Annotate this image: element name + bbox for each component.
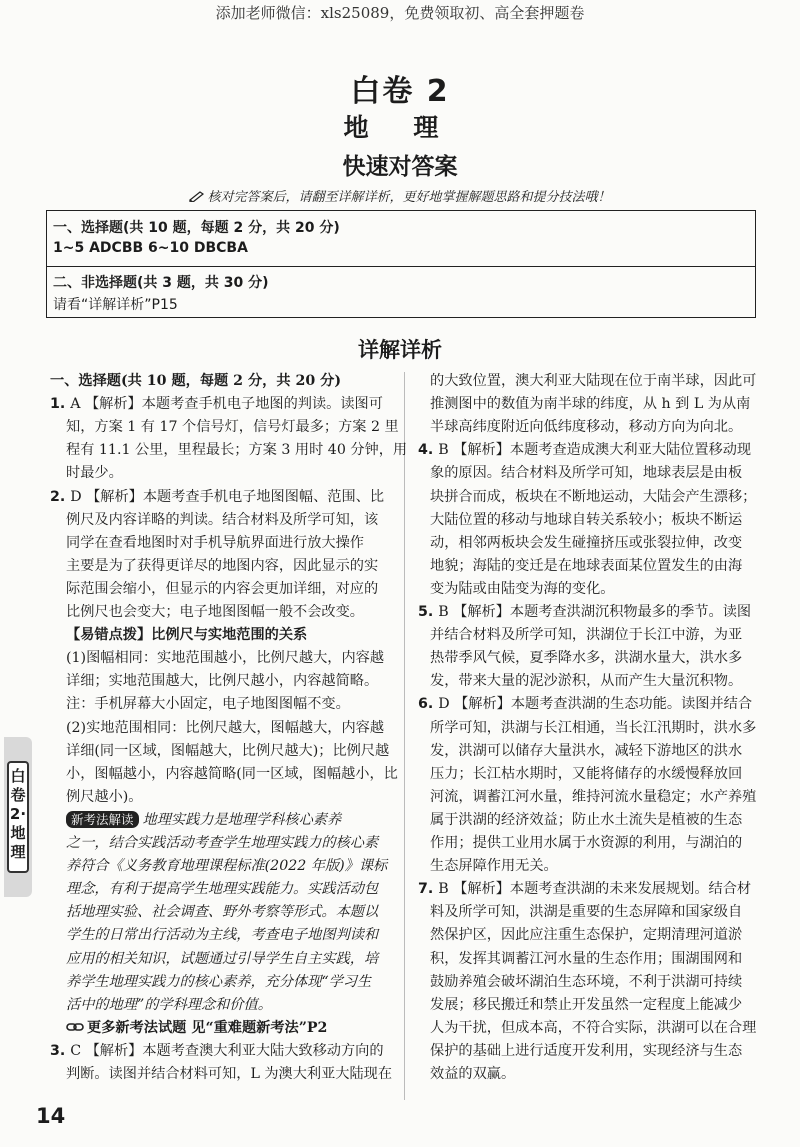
left-column-line-text: C 【解析】本题考查澳大利亚大陆大致移动方向的 xyxy=(70,1042,384,1059)
right-column-line-text: 变为陆或由陆变为海的变化。 xyxy=(430,580,615,597)
page-number: 14 xyxy=(36,1104,66,1128)
right-column-line xyxy=(430,462,742,485)
left-column-line-text: A 【解析】本题考查手机电子地图的判读。读图可 xyxy=(70,396,383,413)
left-column-line xyxy=(66,416,399,439)
left-column-line xyxy=(66,971,371,994)
question-number: 2. xyxy=(50,488,71,505)
left-column-line-text: 养学生地理实践力的核心素养，充分体现“学习生 xyxy=(66,973,372,990)
subject-title: 地 理 xyxy=(343,113,457,142)
left-column-line xyxy=(66,832,378,855)
left-column-line-text: 知，方案 1 有 17 个信号灯，信号灯最多；方案 2 里 xyxy=(66,419,399,436)
left-column-line xyxy=(66,670,378,693)
answer-section2-text: 请看“详解详析”P15 xyxy=(53,297,178,313)
question-number: 1. xyxy=(50,396,71,413)
left-column-line-text: 一、选择题(共 10 题，每题 2 分，共 20 分) xyxy=(50,373,342,389)
left-column-line xyxy=(66,1017,327,1040)
right-column-line-text: B 【解析】本题考查洪湖的未来发展规划。结合材 xyxy=(438,881,752,898)
right-column-line-text: 发，带来大量的泥沙淤积，从而产生大量沉积物。 xyxy=(430,673,743,690)
left-column-line xyxy=(66,855,387,878)
question-number: 5. xyxy=(418,604,439,620)
question-number: 3. xyxy=(50,1042,71,1059)
right-column-line xyxy=(430,393,750,416)
left-column-line-text: 更多新考法试题 见“重难题新考法”P2 xyxy=(87,1019,328,1036)
right-column-line xyxy=(430,624,742,647)
left-column-line-text: 时最少。 xyxy=(66,465,123,482)
left-column-line xyxy=(66,578,378,601)
left-column-line xyxy=(66,878,378,901)
left-column-line xyxy=(66,693,350,716)
instruction-note-text: 核对完答案后，请翻至详解详析，更好地掌握解题思路和提分技法哦！ xyxy=(207,190,611,205)
left-column-line xyxy=(66,601,364,624)
right-column-line xyxy=(430,971,742,994)
right-column-line-text: 动，相邻两板块会发生碰撞挤压或张裂拉伸，改变 xyxy=(430,534,743,551)
right-column-line-text: 推测图中的数值为南半球的纬度，从 h 到 L 为从南 xyxy=(430,396,751,413)
left-column-line-text: 括地理实验、社会调查、野外考察等形式。本题以 xyxy=(66,904,379,921)
left-column-line-text: 详细；实地范围越大，比例尺越小，内容越简略。 xyxy=(66,673,379,690)
left-column-line-text: 养符合《义务教育地理课程标准(2022 年版)》课标 xyxy=(66,858,388,875)
right-column-line xyxy=(430,809,742,832)
new-method-badge: 新考法解读 xyxy=(66,811,139,828)
right-column-line xyxy=(418,878,751,901)
right-column-line-text: 块拼合而成，板块在不断地运动，大陆会产生漂移； xyxy=(430,488,757,505)
right-column-line xyxy=(430,1017,756,1040)
left-column-line-text: (2)实地范围相同：比例尺越大，图幅越大，内容越 xyxy=(66,719,385,736)
right-column-line-text: 然保护区，因此应注重生态保护，定期清理河道淤 xyxy=(430,927,743,944)
right-column-line-text: B 【解析】本题考查造成澳大利亚大陆位置移动现 xyxy=(438,442,752,459)
left-column-line-text: 注：手机屏幕大小固定，电子地图图幅不变。 xyxy=(66,696,350,713)
left-column-line-text: 应用的相关知识，试题通过引导学生自主实践，培 xyxy=(66,950,379,967)
left-column-line xyxy=(66,647,384,670)
right-column-line-text: 鼓励养殖会破坏湖泊生态环境，不利于洪湖可持续 xyxy=(430,973,743,990)
right-column-line xyxy=(430,486,756,509)
left-column-line-text: 之一，结合实践活动考查学生地理实践力的核心素 xyxy=(66,835,379,851)
right-column-line-text: 所学可知，洪湖与长江相通，当长江汛期时，洪水多 xyxy=(430,719,757,736)
left-column-line-text: 例尺越小)。 xyxy=(66,788,143,805)
watermark-text: 添加老师微信：xls25089，免费领取初、高全套押题卷 xyxy=(215,4,585,22)
right-column-line-text: 并结合材料及所学可知，洪湖位于长江中游，为亚 xyxy=(430,627,743,644)
analysis-title: 详解详析 xyxy=(358,338,442,362)
left-column-line-text: 小，图幅越小，内容越简略(同一区域，图幅越小，比 xyxy=(66,765,398,782)
left-column-line-text: D 【解析】本题考查手机电子地图图幅、范围、比 xyxy=(70,488,385,505)
left-column-line xyxy=(66,809,341,832)
right-column-line xyxy=(418,439,751,462)
answer-section1-title: 一、选择题(共 10 题，每题 2 分，共 20 分) xyxy=(53,220,340,236)
left-column-line xyxy=(50,393,383,416)
left-column-line-text: 例尺及内容详略的判读。结合材料及所学可知，该 xyxy=(66,511,379,528)
right-column-line xyxy=(430,1063,515,1086)
right-column-line-text: 人为干扰，但成本高，不符合实际，洪湖可以在合理 xyxy=(430,1019,757,1036)
right-column-line-text: 效益的双赢。 xyxy=(430,1066,516,1082)
left-column-line xyxy=(66,532,364,555)
right-column-line-text: 热带季风气候，夏季降水多，洪湖水量大，洪水多 xyxy=(430,650,743,667)
right-column-line xyxy=(430,416,742,439)
right-column-line xyxy=(430,370,756,393)
right-column-line xyxy=(430,763,742,786)
right-column-line xyxy=(430,832,742,855)
column-divider xyxy=(404,372,405,1100)
left-column-line xyxy=(66,462,123,485)
right-column-line xyxy=(430,924,742,947)
left-column-line-text: 活中的地理”的学科理念和价值。 xyxy=(66,996,272,1013)
right-column-line xyxy=(430,509,742,532)
right-column-line xyxy=(430,786,756,809)
left-column-line-text: 程有 11.1 公里，里程最长；方案 3 用时 40 分钟，用 xyxy=(66,442,408,459)
right-column-line xyxy=(430,717,756,740)
right-column-line xyxy=(430,948,742,971)
left-column-line xyxy=(66,763,398,786)
right-column-line xyxy=(418,693,752,716)
left-column-line xyxy=(66,901,378,924)
right-column-line xyxy=(430,555,742,578)
right-column-line-text: 料及所学可知，洪湖是重要的生态屏障和国家级自 xyxy=(430,904,743,921)
right-column-line xyxy=(430,901,742,924)
pencil-icon xyxy=(189,190,205,202)
right-column-line-text: 河流，调蓄江河水量，维持河流水量稳定；水产养殖 xyxy=(430,788,757,805)
question-number: 7. xyxy=(418,881,439,898)
right-column-line-text: 地貌；海陆的变迁是在地球表面某位置发生的由海 xyxy=(430,557,743,574)
left-column-line-text: 详细(同一区域，图幅越大，比例尺越大)；比例尺越 xyxy=(66,742,390,759)
left-column-line-text: (1)图幅相同：实地范围越小，比例尺越大，内容越 xyxy=(66,650,385,667)
left-column-line xyxy=(66,509,378,532)
right-column-line-text: 半球高纬度附近向低纬度移动，移动方向为向北。 xyxy=(430,419,743,436)
left-column-line-text: 际范围会缩小，但显示的内容会更加详细，对应的 xyxy=(66,580,379,597)
left-column-line xyxy=(66,555,378,578)
left-column-line xyxy=(66,924,378,947)
right-column-line-text: 积，发挥其调蓄江河水量的生态作用；围湖围网和 xyxy=(430,950,743,967)
right-column-line-text: 作用；提供工业用水属于水资源的利用，与湖泊的 xyxy=(430,835,743,851)
right-column-line xyxy=(418,601,751,624)
question-number: 6. xyxy=(418,696,439,713)
left-column-line-text: 理念，有利于提高学生地理实践能力。实践活动包 xyxy=(66,881,379,898)
left-column-line xyxy=(66,786,142,809)
left-column-line xyxy=(66,439,407,462)
right-column-line xyxy=(430,740,742,763)
right-column-line-text: 象的原因。结合材料及所学可知，地球表层是由板 xyxy=(430,465,743,482)
side-tab xyxy=(4,737,32,897)
left-column-line-text: 判断。读图并结合材料可知，L 为澳大利亚大陆现在 xyxy=(66,1066,393,1082)
right-column-line xyxy=(430,855,558,878)
volume-title: 白卷 2 xyxy=(350,74,450,109)
right-column-line-text: 压力；长江枯水期时，又能将储存的水缓慢释放回 xyxy=(430,765,743,782)
left-column-line-text: 学生的日常出行活动为主线，考查电子地图判读和 xyxy=(66,927,379,944)
left-column-line-text: 比例尺也会变大；电子地图图幅一般不会改变。 xyxy=(66,604,364,620)
left-column-line-text: 同学在查看地图时对手机导航界面进行放大操作 xyxy=(66,534,364,551)
right-column-line-text: 生态屏障作用无关。 xyxy=(430,858,558,875)
right-column xyxy=(418,370,758,1110)
left-column-line xyxy=(50,486,384,509)
left-column xyxy=(50,370,408,1110)
right-column-line xyxy=(430,578,614,601)
right-column-line-text: 发展；移民搬迁和禁止开发虽然一定程度上能减少 xyxy=(430,996,743,1013)
right-column-line xyxy=(430,994,742,1017)
left-column-line-text: 【易错点拨】比例尺与实地范围的关系 xyxy=(66,627,308,644)
left-column-line xyxy=(66,717,384,740)
right-column-line-text: D 【解析】本题考查洪湖的生态功能。读图并结合 xyxy=(438,696,753,713)
right-column-line xyxy=(430,647,742,670)
right-column-line-text: 大陆位置的移动与地球自转关系较小；板块不断运 xyxy=(430,511,743,528)
right-column-line-text: B 【解析】本题考查洪湖沉积物最多的季节。读图 xyxy=(438,604,752,620)
answer-box-divider xyxy=(47,266,755,267)
right-column-line-text: 属于洪湖的经济效益；防止水土流失是植被的生态 xyxy=(430,811,743,828)
left-column-line xyxy=(66,624,307,647)
instruction-note xyxy=(0,186,800,205)
left-column-line xyxy=(66,1063,392,1086)
right-column-line xyxy=(430,1040,742,1063)
question-number: 4. xyxy=(418,442,439,459)
right-column-line xyxy=(430,532,742,555)
right-column-line-text: 发，洪湖可以储存大量洪水，减轻下游地区的洪水 xyxy=(430,742,743,759)
answer-section1-answers: 1~5 ADCBB 6~10 DBCBA xyxy=(53,240,248,256)
left-column-line xyxy=(66,740,389,763)
left-column-line-text: 地理实践力是地理学科核心素养 xyxy=(142,811,342,828)
right-column-line-text: 的大致位置，澳大利亚大陆现在位于南半球，因此可 xyxy=(430,373,757,389)
left-column-line xyxy=(50,1040,384,1063)
answer-box xyxy=(46,210,756,318)
left-column-line xyxy=(66,948,378,971)
left-column-line xyxy=(50,370,341,393)
left-column-line-text: 主要是为了获得更详尽的地图内容，因此显示的实 xyxy=(66,557,379,574)
answer-section-title: 快速对答案 xyxy=(342,154,458,180)
left-column-line xyxy=(66,994,272,1017)
right-column-line-text: 保护的基础上进行适度开发利用，实现经济与生态 xyxy=(430,1042,743,1059)
link-icon xyxy=(66,1018,84,1030)
right-column-line xyxy=(430,670,742,693)
answer-section2-title: 二、非选择题(共 3 题，共 30 分) xyxy=(53,275,269,291)
side-tab-label: 白卷2·地理 xyxy=(7,761,29,873)
